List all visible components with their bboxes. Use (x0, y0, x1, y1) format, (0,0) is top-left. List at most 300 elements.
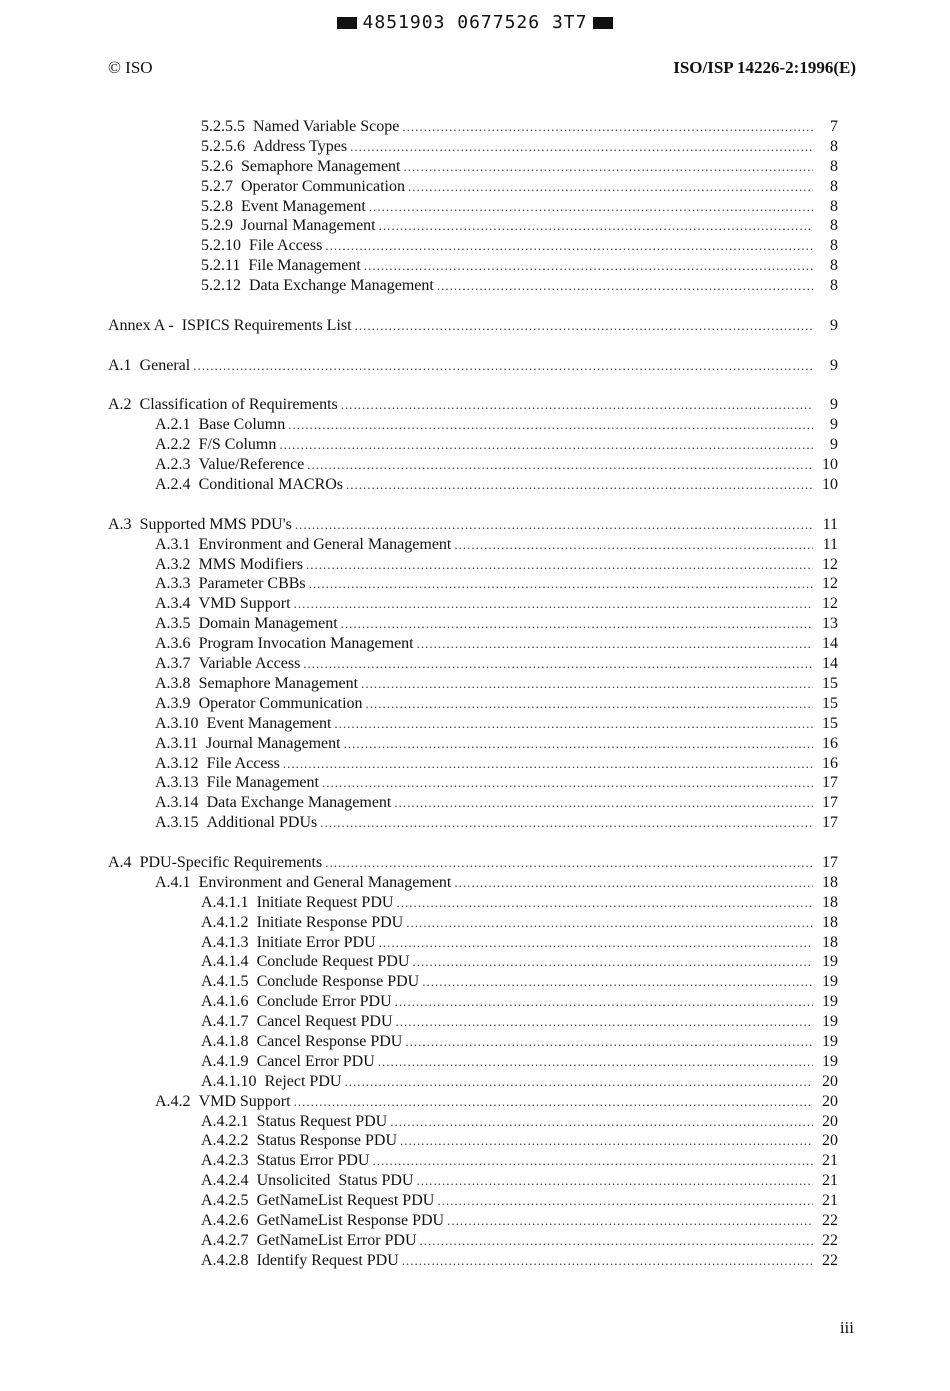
toc-number-spacer (191, 435, 199, 455)
toc-number-spacer (249, 1032, 257, 1052)
toc-entry-title: VMD Support (198, 1092, 291, 1110)
toc-entry-number: A.2.2 (155, 436, 191, 454)
toc-entry-page: 8 (830, 257, 838, 275)
toc-entry-page: 18 (822, 913, 838, 931)
toc-dot-leader (346, 475, 813, 495)
toc-entry[interactable] (0, 694, 950, 714)
toc-entry-title: Domain Management (198, 615, 338, 633)
toc-entry-page: 15 (822, 714, 838, 732)
toc-entry-number: A.2.4 (155, 476, 191, 494)
toc-dot-leader (372, 1151, 813, 1171)
toc-entry-page: 14 (822, 635, 838, 653)
toc-entry-number: A.4.1.3 (201, 933, 249, 951)
toc-spacer (0, 376, 950, 396)
footer-page-number: iii (839, 1318, 854, 1337)
toc-entry[interactable] (0, 1032, 950, 1052)
header-standard-id: ISO/ISP 14226-2:1996(E) (673, 58, 856, 77)
toc-entry-number: A.4.2.5 (201, 1192, 249, 1210)
toc-dot-leader (341, 614, 813, 634)
toc-number-spacer (199, 714, 207, 734)
toc-entry-title: File Access (206, 754, 280, 772)
toc-entry-number: A.3.11 (155, 734, 198, 752)
toc-dot-leader (325, 853, 813, 873)
toc-entry-page: 19 (822, 993, 838, 1011)
toc-entry-page: 8 (830, 277, 838, 295)
toc-entry-number: A.2.3 (155, 456, 191, 474)
toc-dot-leader (344, 734, 813, 754)
toc-entry[interactable] (0, 614, 950, 634)
toc-entry[interactable] (0, 455, 950, 475)
toc-entry-page: 21 (822, 1152, 838, 1170)
toc-entry-title: Cancel Request PDU (256, 1013, 393, 1031)
toc-entry-title: VMD Support (198, 595, 291, 613)
toc-entry-title: Environment and General Management (198, 535, 452, 553)
toc-entry-page: 22 (822, 1211, 838, 1229)
toc-number-spacer (241, 276, 249, 296)
toc-number-spacer (198, 734, 206, 754)
toc-number-spacer (191, 455, 199, 475)
toc-dot-leader (364, 256, 813, 276)
toc-number-spacer (249, 933, 257, 953)
toc-number-spacer (233, 157, 241, 177)
toc-entry-title: Operator Communication (198, 694, 363, 712)
toc-entry-number: A.2.1 (155, 416, 191, 434)
toc-entry-page: 11 (822, 515, 838, 533)
toc-entry[interactable] (0, 1251, 950, 1271)
toc-entry-number: Annex A - (108, 316, 174, 334)
toc-entry[interactable] (0, 952, 950, 972)
toc-entry-number: A.3.3 (155, 575, 191, 593)
toc-spacer (0, 833, 950, 853)
toc-dot-leader (420, 1231, 813, 1251)
toc-entry[interactable] (0, 236, 950, 256)
toc-number-spacer (191, 574, 199, 594)
toc-entry-title: Value/Reference (198, 456, 305, 474)
toc-number-spacer (233, 197, 241, 217)
toc-entry-title: Supported MMS PDU's (139, 515, 292, 533)
toc-entry[interactable] (0, 535, 950, 555)
toc-dot-leader (379, 933, 813, 953)
toc-entry-page: 8 (830, 157, 838, 175)
toc-entry-title: File Management (206, 774, 319, 792)
toc-dot-leader (320, 813, 813, 833)
toc-number-spacer (249, 1191, 257, 1211)
toc-entry-title: ISPICS Requirements List (181, 316, 352, 334)
toc-entry-title: Semaphore Management (198, 674, 359, 692)
toc-entry[interactable] (0, 197, 950, 217)
toc-number-spacer (191, 475, 199, 495)
toc-dot-leader (394, 793, 813, 813)
toc-entry-title: MMS Modifiers (198, 555, 304, 573)
toc-number-spacer (257, 1072, 265, 1092)
toc-number-spacer (249, 1251, 257, 1271)
toc-entry[interactable] (0, 1131, 950, 1151)
toc-number-spacer (249, 893, 257, 913)
toc-dot-leader (404, 157, 814, 177)
toc-entry-page: 12 (822, 555, 838, 573)
toc-entry-number: A.4.2.8 (201, 1251, 249, 1269)
toc-dot-leader (366, 694, 813, 714)
toc-entry-title: Conditional MACROs (198, 476, 344, 494)
toc-entry-title: Operator Communication (241, 177, 405, 195)
toc-entry[interactable] (0, 1012, 950, 1032)
toc-number-spacer (249, 1211, 257, 1231)
toc-entry-number: A.3.10 (155, 714, 199, 732)
toc-entry-page: 8 (830, 217, 838, 235)
toc-number-spacer (249, 913, 257, 933)
table-of-contents (0, 117, 950, 1271)
toc-entry-page: 21 (822, 1172, 838, 1190)
toc-entry-number: A.4.1.6 (201, 993, 249, 1011)
toc-dot-leader (361, 674, 813, 694)
toc-number-spacer (191, 415, 199, 435)
toc-entry-title: Cancel Error PDU (256, 1052, 375, 1070)
toc-entry[interactable] (0, 1092, 950, 1112)
toc-number-spacer (240, 256, 248, 276)
toc-entry-number: A.4.1.5 (201, 973, 249, 991)
toc-dot-leader (406, 913, 813, 933)
toc-dot-leader (334, 714, 813, 734)
toc-number-spacer (132, 356, 140, 376)
toc-entry-title: GetNameList Response PDU (256, 1211, 445, 1229)
toc-entry-page: 12 (822, 595, 838, 613)
toc-entry[interactable] (0, 157, 950, 177)
toc-entry-title: Reject PDU (264, 1072, 342, 1090)
toc-entry[interactable] (0, 1171, 950, 1191)
toc-entry[interactable] (0, 356, 950, 376)
toc-entry[interactable] (0, 276, 950, 296)
toc-entry[interactable] (0, 137, 950, 157)
toc-entry[interactable] (0, 1112, 950, 1132)
toc-entry-title: Status Response PDU (256, 1132, 398, 1150)
toc-entry-number: 5.2.8 (201, 197, 233, 215)
toc-entry[interactable] (0, 316, 950, 336)
toc-entry-page: 11 (822, 535, 838, 553)
toc-number-spacer (249, 1131, 257, 1151)
toc-entry-number: A.4.2.4 (201, 1172, 249, 1190)
toc-entry-title: Initiate Error PDU (256, 933, 376, 951)
toc-entry-number: 5.2.12 (201, 277, 241, 295)
toc-dot-leader (295, 515, 813, 535)
toc-entry[interactable] (0, 435, 950, 455)
toc-entry-number: A.3.14 (155, 794, 199, 812)
toc-entry-number: 5.2.7 (201, 177, 233, 195)
toc-entry-page: 20 (822, 1072, 838, 1090)
toc-entry[interactable] (0, 813, 950, 833)
toc-number-spacer (249, 1171, 257, 1191)
toc-entry[interactable] (0, 177, 950, 197)
toc-number-spacer (174, 316, 182, 336)
toc-entry-title: Conclude Request PDU (256, 953, 410, 971)
toc-entry-title: Classification of Requirements (139, 396, 338, 414)
toc-entry-page: 18 (822, 893, 838, 911)
toc-entry-title: Variable Access (198, 655, 301, 673)
toc-number-spacer (199, 813, 207, 833)
toc-entry-page: 14 (822, 655, 838, 673)
toc-entry[interactable] (0, 853, 950, 873)
toc-entry-page: 19 (822, 953, 838, 971)
toc-spacer (0, 495, 950, 515)
toc-number-spacer (245, 117, 253, 137)
toc-entry-number: A.4.1.8 (201, 1032, 249, 1050)
toc-entry[interactable] (0, 734, 950, 754)
toc-number-spacer (249, 1151, 257, 1171)
toc-entry-title: Conclude Error PDU (256, 993, 392, 1011)
toc-entry-title: Event Management (206, 714, 332, 732)
toc-dot-leader (437, 276, 813, 296)
toc-entry-number: A.4.1.4 (201, 953, 249, 971)
toc-entry-number: A.4.2.6 (201, 1211, 249, 1229)
toc-entry[interactable] (0, 256, 950, 276)
toc-entry-page: 20 (822, 1092, 838, 1110)
toc-entry[interactable] (0, 873, 950, 893)
toc-entry-title: F/S Column (198, 436, 277, 454)
toc-entry-number: A.4.1 (155, 873, 191, 891)
toc-entry-number: A.3.5 (155, 615, 191, 633)
toc-entry[interactable] (0, 893, 950, 913)
header-copyright: © ISO (108, 58, 153, 77)
toc-entry-page: 21 (822, 1192, 838, 1210)
toc-dot-leader (454, 535, 813, 555)
toc-entry-title: Identify Request PDU (256, 1251, 399, 1269)
toc-entry[interactable] (0, 972, 950, 992)
toc-number-spacer (233, 216, 241, 236)
toc-dot-leader (322, 773, 813, 793)
toc-entry-page: 8 (830, 197, 838, 215)
toc-entry-title: File Access (249, 237, 323, 255)
toc-entry[interactable] (0, 415, 950, 435)
toc-dot-leader (379, 216, 813, 236)
toc-entry-page: 9 (830, 416, 838, 434)
toc-dot-leader (412, 952, 813, 972)
toc-entry-number: A.3.1 (155, 535, 191, 553)
toc-entry-title: Named Variable Scope (253, 118, 400, 135)
toc-number-spacer (199, 773, 207, 793)
toc-entry-page: 16 (822, 754, 838, 772)
toc-dot-leader (405, 1032, 813, 1052)
toc-entry-page: 19 (822, 1013, 838, 1031)
toc-number-spacer (191, 1092, 199, 1112)
toc-entry-title: General (139, 356, 191, 374)
toc-entry-page: 8 (830, 237, 838, 255)
toc-dot-leader (402, 117, 813, 137)
toc-number-spacer (191, 634, 199, 654)
toc-dot-leader (437, 1191, 813, 1211)
toc-entry[interactable] (0, 117, 950, 137)
toc-entry-page: 22 (822, 1231, 838, 1249)
toc-number-spacer (191, 873, 199, 893)
toc-entry-page: 13 (822, 615, 838, 633)
toc-number-spacer (191, 654, 199, 674)
toc-entry[interactable] (0, 1151, 950, 1171)
toc-entry-page: 9 (830, 436, 838, 454)
toc-entry-page: 18 (822, 873, 838, 891)
barcode-block-left (337, 17, 357, 29)
toc-number-spacer (249, 1231, 257, 1251)
toc-dot-leader (402, 1251, 813, 1271)
toc-entry-title: Additional PDUs (206, 814, 318, 832)
toc-dot-leader (294, 1092, 813, 1112)
toc-dot-leader (417, 634, 813, 654)
toc-entry-number: 5.2.5.5 (201, 118, 245, 135)
toc-entry-page: 18 (822, 933, 838, 951)
toc-entry-page: 20 (822, 1112, 838, 1130)
toc-entry-page: 19 (822, 973, 838, 991)
toc-number-spacer (249, 972, 257, 992)
toc-number-spacer (132, 515, 140, 535)
toc-dot-leader (395, 992, 813, 1012)
toc-entry-number: A.4.1.2 (201, 913, 249, 931)
toc-entry-number: A.3.4 (155, 595, 191, 613)
barcode-block-right (593, 17, 613, 29)
toc-entry[interactable] (0, 992, 950, 1012)
toc-entry-title: Address Types (253, 137, 348, 155)
toc-entry-number: 5.2.5.6 (201, 137, 245, 155)
toc-dot-leader (294, 594, 813, 614)
toc-entry-page: 7 (830, 118, 838, 135)
toc-entry-number: A.3.12 (155, 754, 199, 772)
toc-entry-title: Event Management (241, 197, 366, 215)
toc-entry-title: Unsolicited Status PDU (256, 1172, 414, 1190)
toc-number-spacer (249, 1052, 257, 1072)
toc-entry[interactable] (0, 515, 950, 535)
toc-entry[interactable] (0, 714, 950, 734)
toc-dot-leader (306, 555, 813, 575)
toc-dot-leader (307, 455, 813, 475)
toc-dot-leader (378, 1052, 813, 1072)
toc-dot-leader (390, 1112, 813, 1132)
toc-entry-page: 9 (830, 396, 838, 414)
toc-number-spacer (191, 674, 199, 694)
toc-entry-page: 19 (822, 1032, 838, 1050)
toc-dot-leader (303, 654, 813, 674)
toc-dot-leader (422, 972, 813, 992)
toc-entry-number: A.4.2 (155, 1092, 191, 1110)
toc-number-spacer (249, 1012, 257, 1032)
toc-entry-number: A.3.2 (155, 555, 191, 573)
toc-spacer (0, 296, 950, 316)
toc-entry-title: File Management (248, 257, 361, 275)
toc-entry-number: A.3.15 (155, 814, 199, 832)
toc-entry-number: A.4.2.1 (201, 1112, 249, 1130)
toc-entry[interactable] (0, 654, 950, 674)
toc-entry-number: A.4.1.10 (201, 1072, 257, 1090)
toc-dot-leader (408, 177, 813, 197)
toc-number-spacer (249, 1112, 257, 1132)
toc-entry-title: Initiate Response PDU (256, 913, 404, 931)
toc-entry-title: Environment and General Management (198, 873, 452, 891)
toc-dot-leader (447, 1211, 813, 1231)
toc-entry-number: A.3.9 (155, 694, 191, 712)
toc-number-spacer (199, 793, 207, 813)
toc-entry[interactable] (0, 574, 950, 594)
toc-entry-number: A.2 (108, 396, 132, 414)
toc-entry-number: A.3.8 (155, 674, 191, 692)
toc-entry[interactable] (0, 1231, 950, 1251)
toc-entry[interactable] (0, 754, 950, 774)
toc-entry-title: Base Column (198, 416, 286, 434)
toc-dot-leader (416, 1171, 813, 1191)
toc-number-spacer (249, 952, 257, 972)
toc-entry[interactable] (0, 475, 950, 495)
toc-entry-page: 12 (822, 575, 838, 593)
toc-entry-number: A.3.6 (155, 635, 191, 653)
toc-entry-page: 17 (822, 794, 838, 812)
toc-entry-title: GetNameList Error PDU (256, 1231, 417, 1249)
toc-entry-title: Data Exchange Management (206, 794, 392, 812)
toc-number-spacer (191, 535, 199, 555)
toc-entry[interactable] (0, 793, 950, 813)
toc-dot-leader (288, 415, 813, 435)
toc-entry-number: A.4.2.2 (201, 1132, 249, 1150)
toc-entry[interactable] (0, 1211, 950, 1231)
toc-entry[interactable] (0, 933, 950, 953)
toc-entry-page: 9 (830, 356, 838, 374)
toc-entry[interactable] (0, 1072, 950, 1092)
toc-entry[interactable] (0, 773, 950, 793)
toc-entry[interactable] (0, 913, 950, 933)
toc-entry-page: 22 (822, 1251, 838, 1269)
toc-entry-number: A.3.13 (155, 774, 199, 792)
toc-entry-title: Initiate Request PDU (256, 893, 394, 911)
toc-entry-number: A.4.2.3 (201, 1152, 249, 1170)
toc-entry-page: 20 (822, 1132, 838, 1150)
toc-dot-leader (279, 435, 813, 455)
toc-number-spacer (191, 594, 199, 614)
toc-dot-leader (396, 893, 813, 913)
toc-number-spacer (191, 694, 199, 714)
toc-entry[interactable] (0, 594, 950, 614)
toc-entry-page: 15 (822, 674, 838, 692)
toc-number-spacer (241, 236, 249, 256)
toc-entry-title: Parameter CBBs (198, 575, 306, 593)
toc-entry-title: PDU-Specific Requirements (139, 853, 323, 871)
toc-entry-page: 15 (822, 694, 838, 712)
toc-entry-page: 10 (822, 456, 838, 474)
toc-dot-leader (369, 197, 813, 217)
toc-entry[interactable] (0, 395, 950, 415)
toc-entry[interactable] (0, 216, 950, 236)
toc-dot-leader (283, 754, 813, 774)
toc-dot-leader (396, 1012, 813, 1032)
toc-entry[interactable] (0, 555, 950, 575)
barcode-code: 4851903 0677526 3T7 (362, 12, 588, 33)
toc-entry-page: 8 (830, 177, 838, 195)
toc-entry-title: Journal Management (241, 217, 376, 235)
toc-entry-title: Cancel Response PDU (256, 1032, 403, 1050)
toc-entry-page: 17 (822, 814, 838, 832)
toc-entry-page: 8 (830, 137, 838, 155)
toc-entry-title: GetNameList Request PDU (256, 1192, 435, 1210)
toc-dot-leader (325, 236, 813, 256)
toc-dot-leader (193, 356, 813, 376)
toc-entry[interactable] (0, 1191, 950, 1211)
toc-dot-leader (400, 1131, 813, 1151)
toc-entry[interactable] (0, 1052, 950, 1072)
toc-entry[interactable] (0, 634, 950, 654)
toc-entry-number: A.3.7 (155, 655, 191, 673)
toc-entry-title: Conclude Response PDU (256, 973, 420, 991)
toc-number-spacer (199, 754, 207, 774)
toc-entry-title: Status Error PDU (256, 1152, 370, 1170)
toc-entry-page: 16 (822, 734, 838, 752)
toc-number-spacer (249, 992, 257, 1012)
toc-entry[interactable] (0, 674, 950, 694)
toc-entry-page: 17 (822, 774, 838, 792)
toc-dot-leader (341, 395, 813, 415)
toc-entry-number: 5.2.9 (201, 217, 233, 235)
toc-dot-leader (454, 873, 813, 893)
